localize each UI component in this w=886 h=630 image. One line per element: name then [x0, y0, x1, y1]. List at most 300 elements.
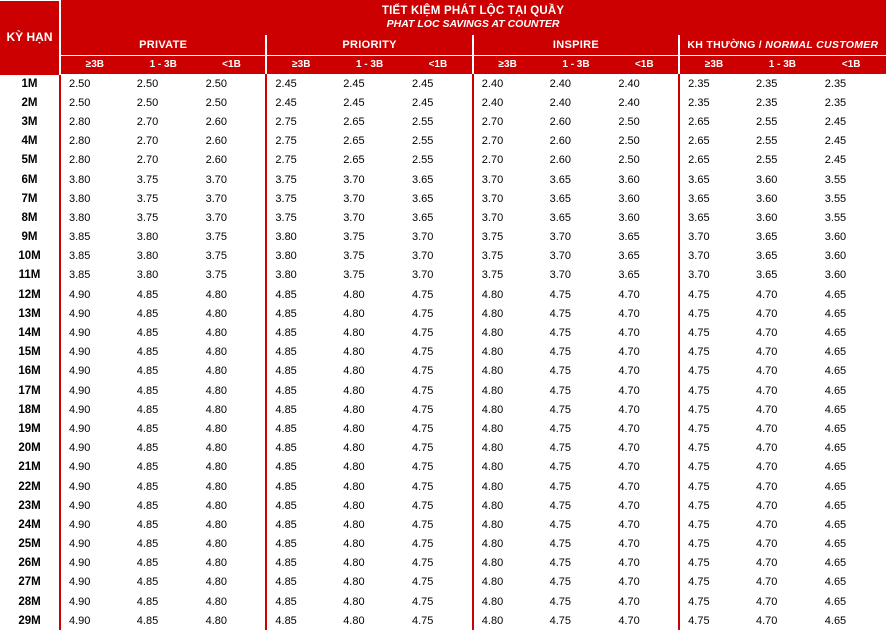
rate-cell: 4.90	[60, 439, 129, 458]
segment-header-normal	[679, 35, 886, 55]
rate-cell: 3.60	[748, 170, 817, 189]
rate-cell: 4.70	[748, 515, 817, 534]
rate-cell: 4.80	[198, 496, 267, 515]
rate-cell: 4.70	[748, 323, 817, 342]
table-header	[0, 1, 886, 75]
table-row	[0, 208, 886, 227]
rate-cell: 4.75	[542, 343, 611, 362]
rate-cell: 3.65	[610, 247, 679, 266]
rate-cell: 4.75	[679, 477, 748, 496]
rate-cell: 4.85	[129, 400, 198, 419]
rate-cell: 4.85	[129, 458, 198, 477]
rate-cell: 2.35	[748, 74, 817, 93]
rate-cell: 4.70	[748, 573, 817, 592]
rate-cell: 3.85	[60, 228, 129, 247]
rate-cell: 4.65	[817, 458, 886, 477]
rate-cell: 4.85	[129, 592, 198, 611]
term-cell: 22M	[0, 477, 60, 496]
rate-cell: 4.85	[129, 381, 198, 400]
rate-cell: 4.85	[129, 323, 198, 342]
rate-cell: 2.50	[198, 93, 267, 112]
term-cell: 19M	[0, 419, 60, 438]
rate-cell: 4.90	[60, 419, 129, 438]
amount-band-priority-3: <1B	[404, 55, 473, 74]
rate-cell: 4.80	[198, 285, 267, 304]
rate-cell: 4.70	[610, 304, 679, 323]
rate-cell: 4.75	[679, 515, 748, 534]
table-row	[0, 132, 886, 151]
term-cell: 20M	[0, 439, 60, 458]
rate-cell: 4.75	[679, 323, 748, 342]
table-row	[0, 400, 886, 419]
amount-band-private-2: 1 - 3B	[129, 55, 198, 74]
rate-cell: 4.80	[198, 515, 267, 534]
rate-cell: 4.80	[198, 554, 267, 573]
rate-cell: 4.65	[817, 554, 886, 573]
rate-cell: 3.75	[335, 266, 404, 285]
amount-band-private-3: <1B	[198, 55, 267, 74]
rate-cell: 2.60	[542, 112, 611, 131]
table-row	[0, 573, 886, 592]
rate-cell: 4.85	[266, 323, 335, 342]
rate-cell: 3.60	[748, 189, 817, 208]
rate-cell: 4.90	[60, 496, 129, 515]
rate-cell: 4.75	[679, 554, 748, 573]
rate-cell: 2.75	[266, 151, 335, 170]
rate-cell: 4.75	[679, 611, 748, 630]
rate-cell: 2.35	[679, 93, 748, 112]
rate-cell: 4.70	[748, 439, 817, 458]
rate-cell: 3.65	[679, 170, 748, 189]
rate-cell: 3.75	[266, 170, 335, 189]
rate-cell: 2.50	[610, 151, 679, 170]
rate-cell: 2.55	[404, 132, 473, 151]
rate-cell: 2.70	[473, 132, 542, 151]
rate-cell: 4.75	[679, 573, 748, 592]
rate-cell: 4.65	[817, 323, 886, 342]
rate-cell: 3.60	[610, 170, 679, 189]
rate-cell: 4.75	[542, 304, 611, 323]
rate-cell: 2.40	[610, 74, 679, 93]
rate-cell: 4.75	[404, 381, 473, 400]
rate-cell: 4.75	[404, 554, 473, 573]
term-cell: 23M	[0, 496, 60, 515]
rate-cell: 4.70	[748, 362, 817, 381]
rate-cell: 4.75	[542, 535, 611, 554]
amount-band-inspire-3: <1B	[610, 55, 679, 74]
amount-band-private-1: ≥3B	[60, 55, 129, 74]
rate-cell: 4.80	[335, 304, 404, 323]
rate-cell: 4.65	[817, 419, 886, 438]
rate-cell: 4.75	[404, 573, 473, 592]
rate-cell: 3.70	[679, 266, 748, 285]
rate-cell: 2.40	[473, 93, 542, 112]
rate-cell: 4.70	[610, 285, 679, 304]
rate-cell: 4.70	[610, 458, 679, 477]
rate-cell: 2.40	[542, 93, 611, 112]
rate-cell: 4.70	[748, 304, 817, 323]
rate-cell: 4.80	[335, 496, 404, 515]
rate-cell: 3.80	[266, 266, 335, 285]
rate-cell: 2.55	[404, 112, 473, 131]
rate-cell: 4.75	[542, 573, 611, 592]
rate-cell: 4.75	[679, 419, 748, 438]
rate-cell: 4.75	[404, 343, 473, 362]
rate-cell: 3.80	[129, 266, 198, 285]
rate-cell: 4.80	[473, 611, 542, 630]
rate-cell: 4.85	[129, 554, 198, 573]
rate-cell: 4.75	[679, 400, 748, 419]
rate-cell: 3.70	[198, 189, 267, 208]
rate-cell: 4.85	[129, 343, 198, 362]
rate-cell: 4.90	[60, 592, 129, 611]
rate-cell: 4.80	[335, 477, 404, 496]
rate-cell: 4.70	[748, 477, 817, 496]
rate-cell: 4.85	[266, 573, 335, 592]
rate-cell: 4.75	[679, 496, 748, 515]
rate-cell: 3.65	[610, 228, 679, 247]
rate-cell: 4.80	[198, 592, 267, 611]
rate-cell: 3.70	[679, 228, 748, 247]
rate-cell: 3.70	[473, 189, 542, 208]
rate-cell: 3.80	[60, 189, 129, 208]
rate-cell: 4.75	[542, 439, 611, 458]
rate-cell: 4.90	[60, 573, 129, 592]
rate-cell: 4.70	[748, 592, 817, 611]
rate-cell: 3.65	[610, 266, 679, 285]
term-cell: 16M	[0, 362, 60, 381]
table-body	[0, 74, 886, 630]
rate-cell: 4.85	[266, 362, 335, 381]
segment-header-private: PRIVATE	[60, 35, 266, 55]
term-cell: 4M	[0, 132, 60, 151]
rate-cell: 4.90	[60, 477, 129, 496]
rate-cell: 3.70	[473, 208, 542, 227]
table-row	[0, 419, 886, 438]
rate-cell: 3.60	[610, 189, 679, 208]
rate-cell: 4.80	[473, 535, 542, 554]
rate-cell: 4.85	[266, 535, 335, 554]
rate-cell: 2.60	[198, 151, 267, 170]
title-row	[0, 1, 886, 36]
rate-cell: 4.85	[129, 535, 198, 554]
rate-cell: 4.80	[473, 419, 542, 438]
rate-cell: 4.85	[129, 304, 198, 323]
rate-cell: 4.65	[817, 535, 886, 554]
rate-cell: 4.75	[542, 419, 611, 438]
rate-cell: 4.75	[404, 323, 473, 342]
rate-cell: 4.80	[473, 573, 542, 592]
rate-cell: 3.80	[129, 228, 198, 247]
term-cell: 8M	[0, 208, 60, 227]
rate-cell: 4.70	[610, 496, 679, 515]
rate-cell: 4.70	[610, 323, 679, 342]
term-cell: 17M	[0, 381, 60, 400]
rate-cell: 2.70	[129, 132, 198, 151]
rate-cell: 4.75	[404, 496, 473, 515]
rate-cell: 2.35	[748, 93, 817, 112]
rate-cell: 4.85	[266, 515, 335, 534]
rate-cell: 4.65	[817, 611, 886, 630]
rate-cell: 2.75	[266, 132, 335, 151]
rate-cell: 3.65	[404, 170, 473, 189]
rate-cell: 4.70	[610, 381, 679, 400]
rate-cell: 4.80	[198, 439, 267, 458]
rate-cell: 4.70	[748, 381, 817, 400]
rate-cell: 2.50	[610, 132, 679, 151]
table-row	[0, 458, 886, 477]
rate-cell: 4.80	[335, 458, 404, 477]
table-row	[0, 515, 886, 534]
rate-cell: 4.70	[748, 554, 817, 573]
term-cell: 15M	[0, 343, 60, 362]
term-cell: 13M	[0, 304, 60, 323]
rate-cell: 4.75	[404, 592, 473, 611]
term-cell: 9M	[0, 228, 60, 247]
rate-cell: 4.85	[266, 554, 335, 573]
rate-cell: 4.65	[817, 439, 886, 458]
rate-cell: 4.80	[473, 381, 542, 400]
rate-cell: 4.80	[335, 515, 404, 534]
amount-band-row	[0, 55, 886, 74]
rate-cell: 4.85	[266, 611, 335, 630]
rate-cell: 4.75	[679, 343, 748, 362]
rate-cell: 2.60	[542, 151, 611, 170]
rate-cell: 2.45	[266, 74, 335, 93]
rate-cell: 4.75	[404, 304, 473, 323]
rate-cell: 4.75	[542, 400, 611, 419]
amount-band-normal-2: 1 - 3B	[748, 55, 817, 74]
rate-cell: 3.55	[817, 189, 886, 208]
rate-cell: 2.40	[610, 93, 679, 112]
rate-cell: 2.65	[335, 112, 404, 131]
rate-cell: 4.85	[266, 381, 335, 400]
amount-band-inspire-1: ≥3B	[473, 55, 542, 74]
rate-cell: 4.65	[817, 362, 886, 381]
rate-cell: 4.90	[60, 323, 129, 342]
rate-cell: 3.75	[198, 228, 267, 247]
rate-cell: 4.80	[335, 419, 404, 438]
rate-cell: 2.45	[335, 93, 404, 112]
segment-header-priority: PRIORITY	[266, 35, 472, 55]
rate-cell: 4.65	[817, 515, 886, 534]
rate-cell: 4.80	[335, 554, 404, 573]
rate-cell: 2.55	[748, 132, 817, 151]
rate-cell: 2.60	[198, 132, 267, 151]
rate-cell: 2.45	[404, 93, 473, 112]
rate-cell: 3.70	[335, 189, 404, 208]
table-row	[0, 611, 886, 630]
rate-cell: 2.65	[679, 112, 748, 131]
rate-cell: 3.60	[817, 266, 886, 285]
rate-cell: 3.65	[542, 208, 611, 227]
rate-cell: 4.85	[129, 439, 198, 458]
rate-cell: 2.70	[473, 151, 542, 170]
rate-cell: 4.75	[679, 458, 748, 477]
rate-cell: 2.50	[60, 93, 129, 112]
rate-cell: 4.75	[404, 439, 473, 458]
rate-cell: 4.80	[335, 611, 404, 630]
rate-cell: 4.75	[542, 515, 611, 534]
rate-cell: 4.65	[817, 496, 886, 515]
rate-cell: 3.60	[817, 247, 886, 266]
rate-cell: 3.70	[473, 170, 542, 189]
rate-cell: 4.85	[129, 362, 198, 381]
rate-cell: 4.75	[404, 419, 473, 438]
table-row	[0, 362, 886, 381]
rate-cell: 2.80	[60, 132, 129, 151]
rate-cell: 4.70	[610, 573, 679, 592]
rate-cell: 2.70	[473, 112, 542, 131]
rate-cell: 3.65	[404, 208, 473, 227]
rate-cell: 3.75	[198, 247, 267, 266]
term-cell: 21M	[0, 458, 60, 477]
rate-cell: 2.55	[748, 151, 817, 170]
rate-cell: 2.50	[610, 112, 679, 131]
rate-cell: 4.80	[198, 477, 267, 496]
term-cell: 18M	[0, 400, 60, 419]
rate-cell: 3.70	[404, 228, 473, 247]
term-cell: 2M	[0, 93, 60, 112]
rate-cell: 4.65	[817, 477, 886, 496]
rate-cell: 4.80	[198, 323, 267, 342]
rate-cell: 4.90	[60, 343, 129, 362]
rate-cell: 3.75	[266, 189, 335, 208]
rate-cell: 2.55	[404, 151, 473, 170]
rate-cell: 4.80	[198, 458, 267, 477]
rate-cell: 4.80	[473, 592, 542, 611]
rate-cell: 3.75	[266, 208, 335, 227]
rate-cell: 4.70	[610, 477, 679, 496]
table-row	[0, 477, 886, 496]
rate-cell: 4.70	[610, 515, 679, 534]
rate-cell: 4.70	[748, 535, 817, 554]
rate-cell: 4.80	[473, 343, 542, 362]
rate-cell: 3.70	[335, 208, 404, 227]
table-row	[0, 151, 886, 170]
rate-cell: 4.80	[473, 285, 542, 304]
segment-header-inspire: INSPIRE	[473, 35, 679, 55]
rate-cell: 4.75	[404, 535, 473, 554]
term-cell: 3M	[0, 112, 60, 131]
rate-cell: 2.50	[129, 93, 198, 112]
segment-row	[0, 35, 886, 55]
amount-band-normal-1: ≥3B	[679, 55, 748, 74]
table-row	[0, 93, 886, 112]
rate-cell: 4.85	[266, 285, 335, 304]
rate-cell: 4.75	[679, 381, 748, 400]
rate-cell: 4.85	[129, 611, 198, 630]
rate-cell: 3.70	[404, 266, 473, 285]
term-cell: 28M	[0, 592, 60, 611]
rate-cell: 4.65	[817, 343, 886, 362]
rate-cell: 4.80	[198, 573, 267, 592]
table-row	[0, 343, 886, 362]
rate-cell: 3.85	[60, 266, 129, 285]
rate-cell: 3.75	[129, 189, 198, 208]
rate-cell: 4.70	[610, 535, 679, 554]
rate-cell: 3.65	[748, 247, 817, 266]
rate-cell: 4.85	[129, 496, 198, 515]
rate-cell: 4.80	[335, 362, 404, 381]
rate-cell: 3.75	[335, 228, 404, 247]
table-row	[0, 304, 886, 323]
sheet-title-en: PHAT LOC SAVINGS AT COUNTER	[386, 18, 560, 31]
rate-cell: 3.60	[748, 208, 817, 227]
rate-cell: 4.75	[404, 515, 473, 534]
table-row	[0, 323, 886, 342]
term-cell: 1M	[0, 74, 60, 93]
rate-cell: 3.75	[198, 266, 267, 285]
rate-cell: 4.70	[610, 362, 679, 381]
table-row	[0, 381, 886, 400]
rate-cell: 4.80	[335, 323, 404, 342]
rate-cell: 4.85	[266, 477, 335, 496]
term-cell: 26M	[0, 554, 60, 573]
rate-cell: 2.55	[748, 112, 817, 131]
rate-cell: 4.80	[473, 439, 542, 458]
rate-cell: 4.65	[817, 400, 886, 419]
rate-cell: 3.70	[542, 266, 611, 285]
rate-cell: 3.65	[542, 189, 611, 208]
rate-cell: 4.85	[266, 304, 335, 323]
rate-cell: 4.85	[266, 439, 335, 458]
table-row	[0, 247, 886, 266]
rate-cell: 4.65	[817, 381, 886, 400]
term-cell: 11M	[0, 266, 60, 285]
rate-cell: 4.80	[473, 515, 542, 534]
table-row	[0, 266, 886, 285]
rate-cell: 3.70	[404, 247, 473, 266]
rate-cell: 4.70	[748, 419, 817, 438]
rate-cell: 4.85	[266, 458, 335, 477]
term-cell: 7M	[0, 189, 60, 208]
table-row	[0, 535, 886, 554]
rate-cell: 4.75	[679, 304, 748, 323]
rate-cell: 4.80	[335, 400, 404, 419]
rate-cell: 3.75	[335, 247, 404, 266]
rate-cell: 3.55	[817, 208, 886, 227]
rate-cell: 2.60	[198, 112, 267, 131]
rate-cell: 4.85	[266, 496, 335, 515]
rate-cell: 4.85	[266, 419, 335, 438]
rate-cell: 2.45	[404, 74, 473, 93]
term-cell: 6M	[0, 170, 60, 189]
rate-cell: 4.70	[610, 343, 679, 362]
rate-cell: 4.85	[266, 400, 335, 419]
rate-cell: 3.55	[817, 170, 886, 189]
rate-cell: 2.70	[129, 112, 198, 131]
table-row	[0, 112, 886, 131]
rate-cell: 4.90	[60, 611, 129, 630]
rate-cell: 2.70	[129, 151, 198, 170]
rate-cell: 4.90	[60, 362, 129, 381]
rate-cell: 4.80	[335, 573, 404, 592]
rate-cell: 3.60	[610, 208, 679, 227]
rate-cell: 2.45	[817, 151, 886, 170]
rate-cell: 4.90	[60, 285, 129, 304]
rate-cell: 4.85	[129, 419, 198, 438]
rate-cell: 4.80	[335, 343, 404, 362]
rate-cell: 3.60	[817, 228, 886, 247]
rate-cell: 3.70	[542, 228, 611, 247]
rate-cell: 4.80	[335, 592, 404, 611]
rate-cell: 3.70	[198, 170, 267, 189]
rate-cell: 4.90	[60, 458, 129, 477]
rate-cell: 4.80	[473, 477, 542, 496]
rate-cell: 4.80	[198, 535, 267, 554]
table-row	[0, 439, 886, 458]
